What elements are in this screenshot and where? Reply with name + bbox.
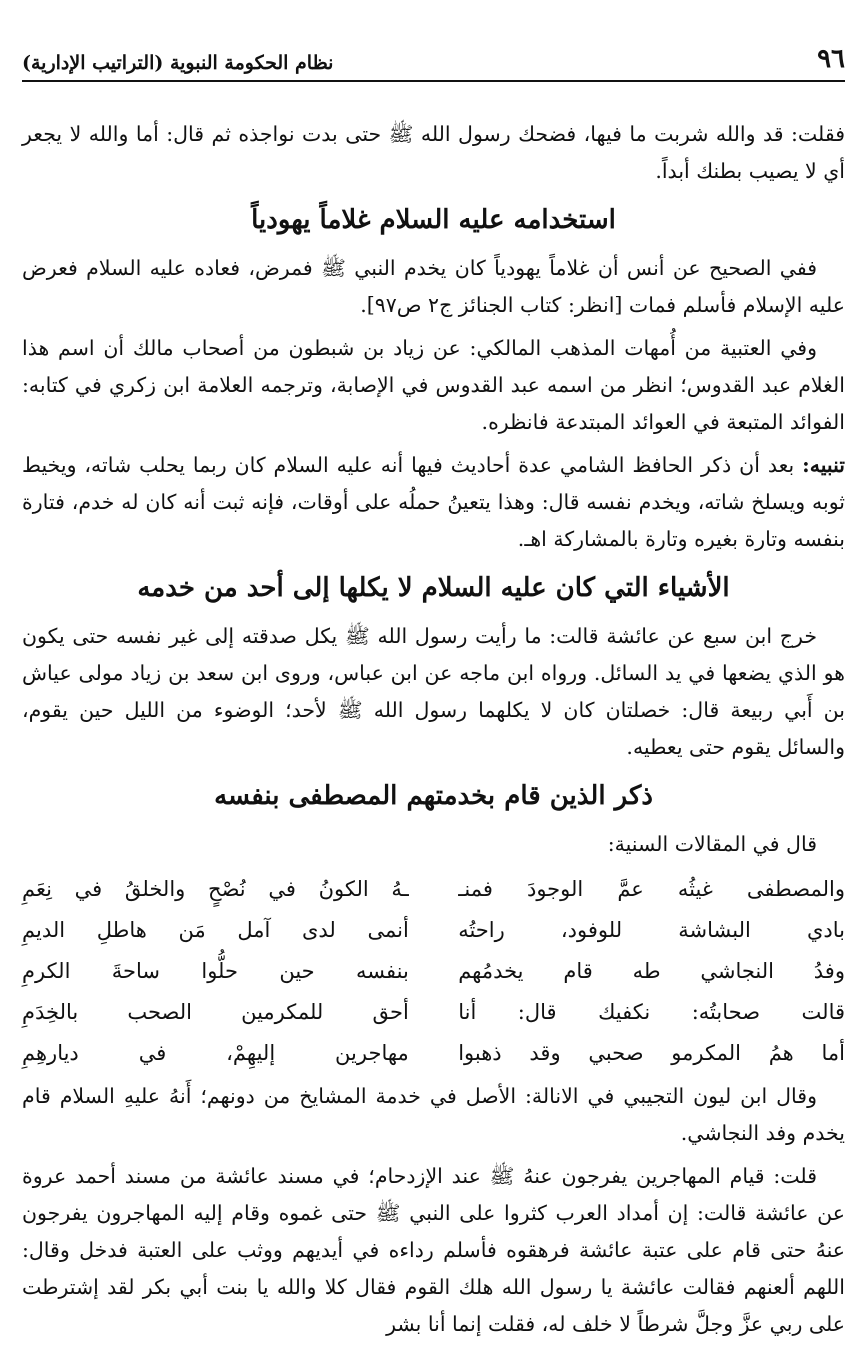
poem-first-hemistich: وفدُ النجاشي طه قام يخدمُهم bbox=[458, 959, 845, 983]
page-body bbox=[22, 116, 845, 1349]
section1-note bbox=[22, 447, 845, 558]
poem-second-hemistich: ـهُ الكونُ في نُصْحٍ والخلقُ في نِعَمِ bbox=[22, 877, 409, 901]
note-label: تنبيه: bbox=[802, 453, 845, 477]
poem-second-hemistich: بنفسه حين حلُّوا ساحةَ الكرمِ bbox=[22, 959, 409, 983]
section3-paragraph-1: وقال ابن ليون التجيبي في الانالة: الأصل في خدمة المشايخ من دونهم؛ أَنهُ عليهِ السلام قام يخدم وفد النجاشي. bbox=[22, 1084, 845, 1145]
section2-paragraph-1: خرج ابن سبع عن عائشة قالت: ما رأيت رسول الله ﷺ يكل صدقته إلى غير نفسه حتى يكون هو الذي يضعها في يد السائل. ورواه ابن ماجه عن ابن عباس، وروى ابن سعد بن زياد مولى عياش بن أَبي ربيعة قال: خصلتان كان لا يكلهما رسول الله ﷺ لأحد؛ الوضوء من الليل حين يقوم، والسائل يقوم حتى يعطيه. bbox=[22, 624, 845, 759]
section3-paragraph-2: قلت: قيام المهاجرين يفرجون عنهُ ﷺ عند الإزدحام؛ في مسند عائشة من مسند أحمد عروة عن عائشة قالت: إن أمداد العرب كثروا على النبي ﷺ حتى غموه وقام إليه المهاجرون يفرجون عنهُ حتى قام على عتبة عائشة فرهقوه فأسلم رداءه في أيديهم ووثب على العتبة فدخل وقال: اللهم ألعنهم فقالت عائشة يا رسول الله هلك القوم فقال كلا والله يا بنت أبي بكر لقد إشترطت على ربي عزَّ وجلَّ شرطاً لا خلف له، فقلت إنما أنا بشر bbox=[22, 1164, 845, 1336]
intro-paragraph: فقلت: قد والله شربت ما فيها، فضحك رسول الله ﷺ حتى بدت نواجذه ثم قال: أما والله لا يجعر أي لا يصيب بطنك أبداً. bbox=[22, 122, 845, 183]
note-text: بعد أن ذكر الحافظ الشامي عدة أحاديث فيها أنه عليه السلام كان ربما يحلب شاته، ويخيط ثوبه ويسلخ شاته، ويخدم نفسه قال: وهذا يتعينُ حملُه على أوقات، فإنه ثبت أنه كان له خدم، فتارة بنفسه وتارة بغيره وتارة بالمشاركة اهـ. bbox=[22, 453, 845, 551]
poem-first-hemistich: والمصطفى غيثُه عمَّ الوجودَ فمنـ bbox=[458, 877, 845, 901]
page-header bbox=[22, 38, 845, 82]
page-number: ٩٦ bbox=[817, 44, 845, 74]
section1-paragraph-2: وفي العتبية من أُمهات المذهب المالكي: عن زياد بن شبطون من أصحاب مالك أن اسم هذا الغلام عبد القدوس؛ انظر من اسمه عبد القدوس في الإصابة، وترجمه العلامة ابن زكري في كتابه: الفوائد المتبعة في العوائد المبتدعة فانظره. bbox=[22, 336, 845, 434]
poem-second-hemistich: مهاجرين إليهِمْ، في ديارهِمِ bbox=[22, 1041, 409, 1065]
section-heading-2: الأشياء التي كان عليه السلام لا يكلها إلى أحد من خدمه bbox=[137, 573, 730, 603]
poem bbox=[22, 869, 845, 1074]
running-title: نظام الحكومة النبوية (التراتيب الإدارية) bbox=[22, 52, 334, 74]
poem-second-hemistich: أنمى لدى آمل مَن هاطلِ الديمِ bbox=[22, 918, 409, 942]
poem-line bbox=[22, 951, 845, 992]
poem-line bbox=[22, 869, 845, 910]
poem-first-hemistich: قالت صحابتُه: نكفيك قال: أنا bbox=[458, 1000, 845, 1024]
section-heading-1: استخدامه عليه السلام غلاماً يهودياً bbox=[251, 205, 616, 235]
poem-line bbox=[22, 910, 845, 951]
poem-second-hemistich: أحق للمكرمين الصحب بالخِدَمِ bbox=[22, 1000, 409, 1024]
poem-first-hemistich: أما همُ المكرمو صحبي وقد ذهبوا bbox=[458, 1041, 845, 1065]
poem-first-hemistich: بادي البشاشة للوفود، راحتُه bbox=[458, 918, 845, 942]
poem-intro: قال في المقالات السنية: bbox=[607, 832, 817, 856]
section-heading-3: ذكر الذين قام بخدمتهم المصطفى بنفسه bbox=[214, 781, 653, 811]
section1-paragraph-1: ففي الصحيح عن أنس أن غلاماً يهودياً كان يخدم النبي ﷺ فمرض، فعاده عليه السلام فعرض عليه الإسلام فأسلم فمات [انظر: كتاب الجنائز ج٢ ص٩٧]. bbox=[22, 256, 845, 317]
poem-line bbox=[22, 992, 845, 1033]
poem-line bbox=[22, 1033, 845, 1074]
